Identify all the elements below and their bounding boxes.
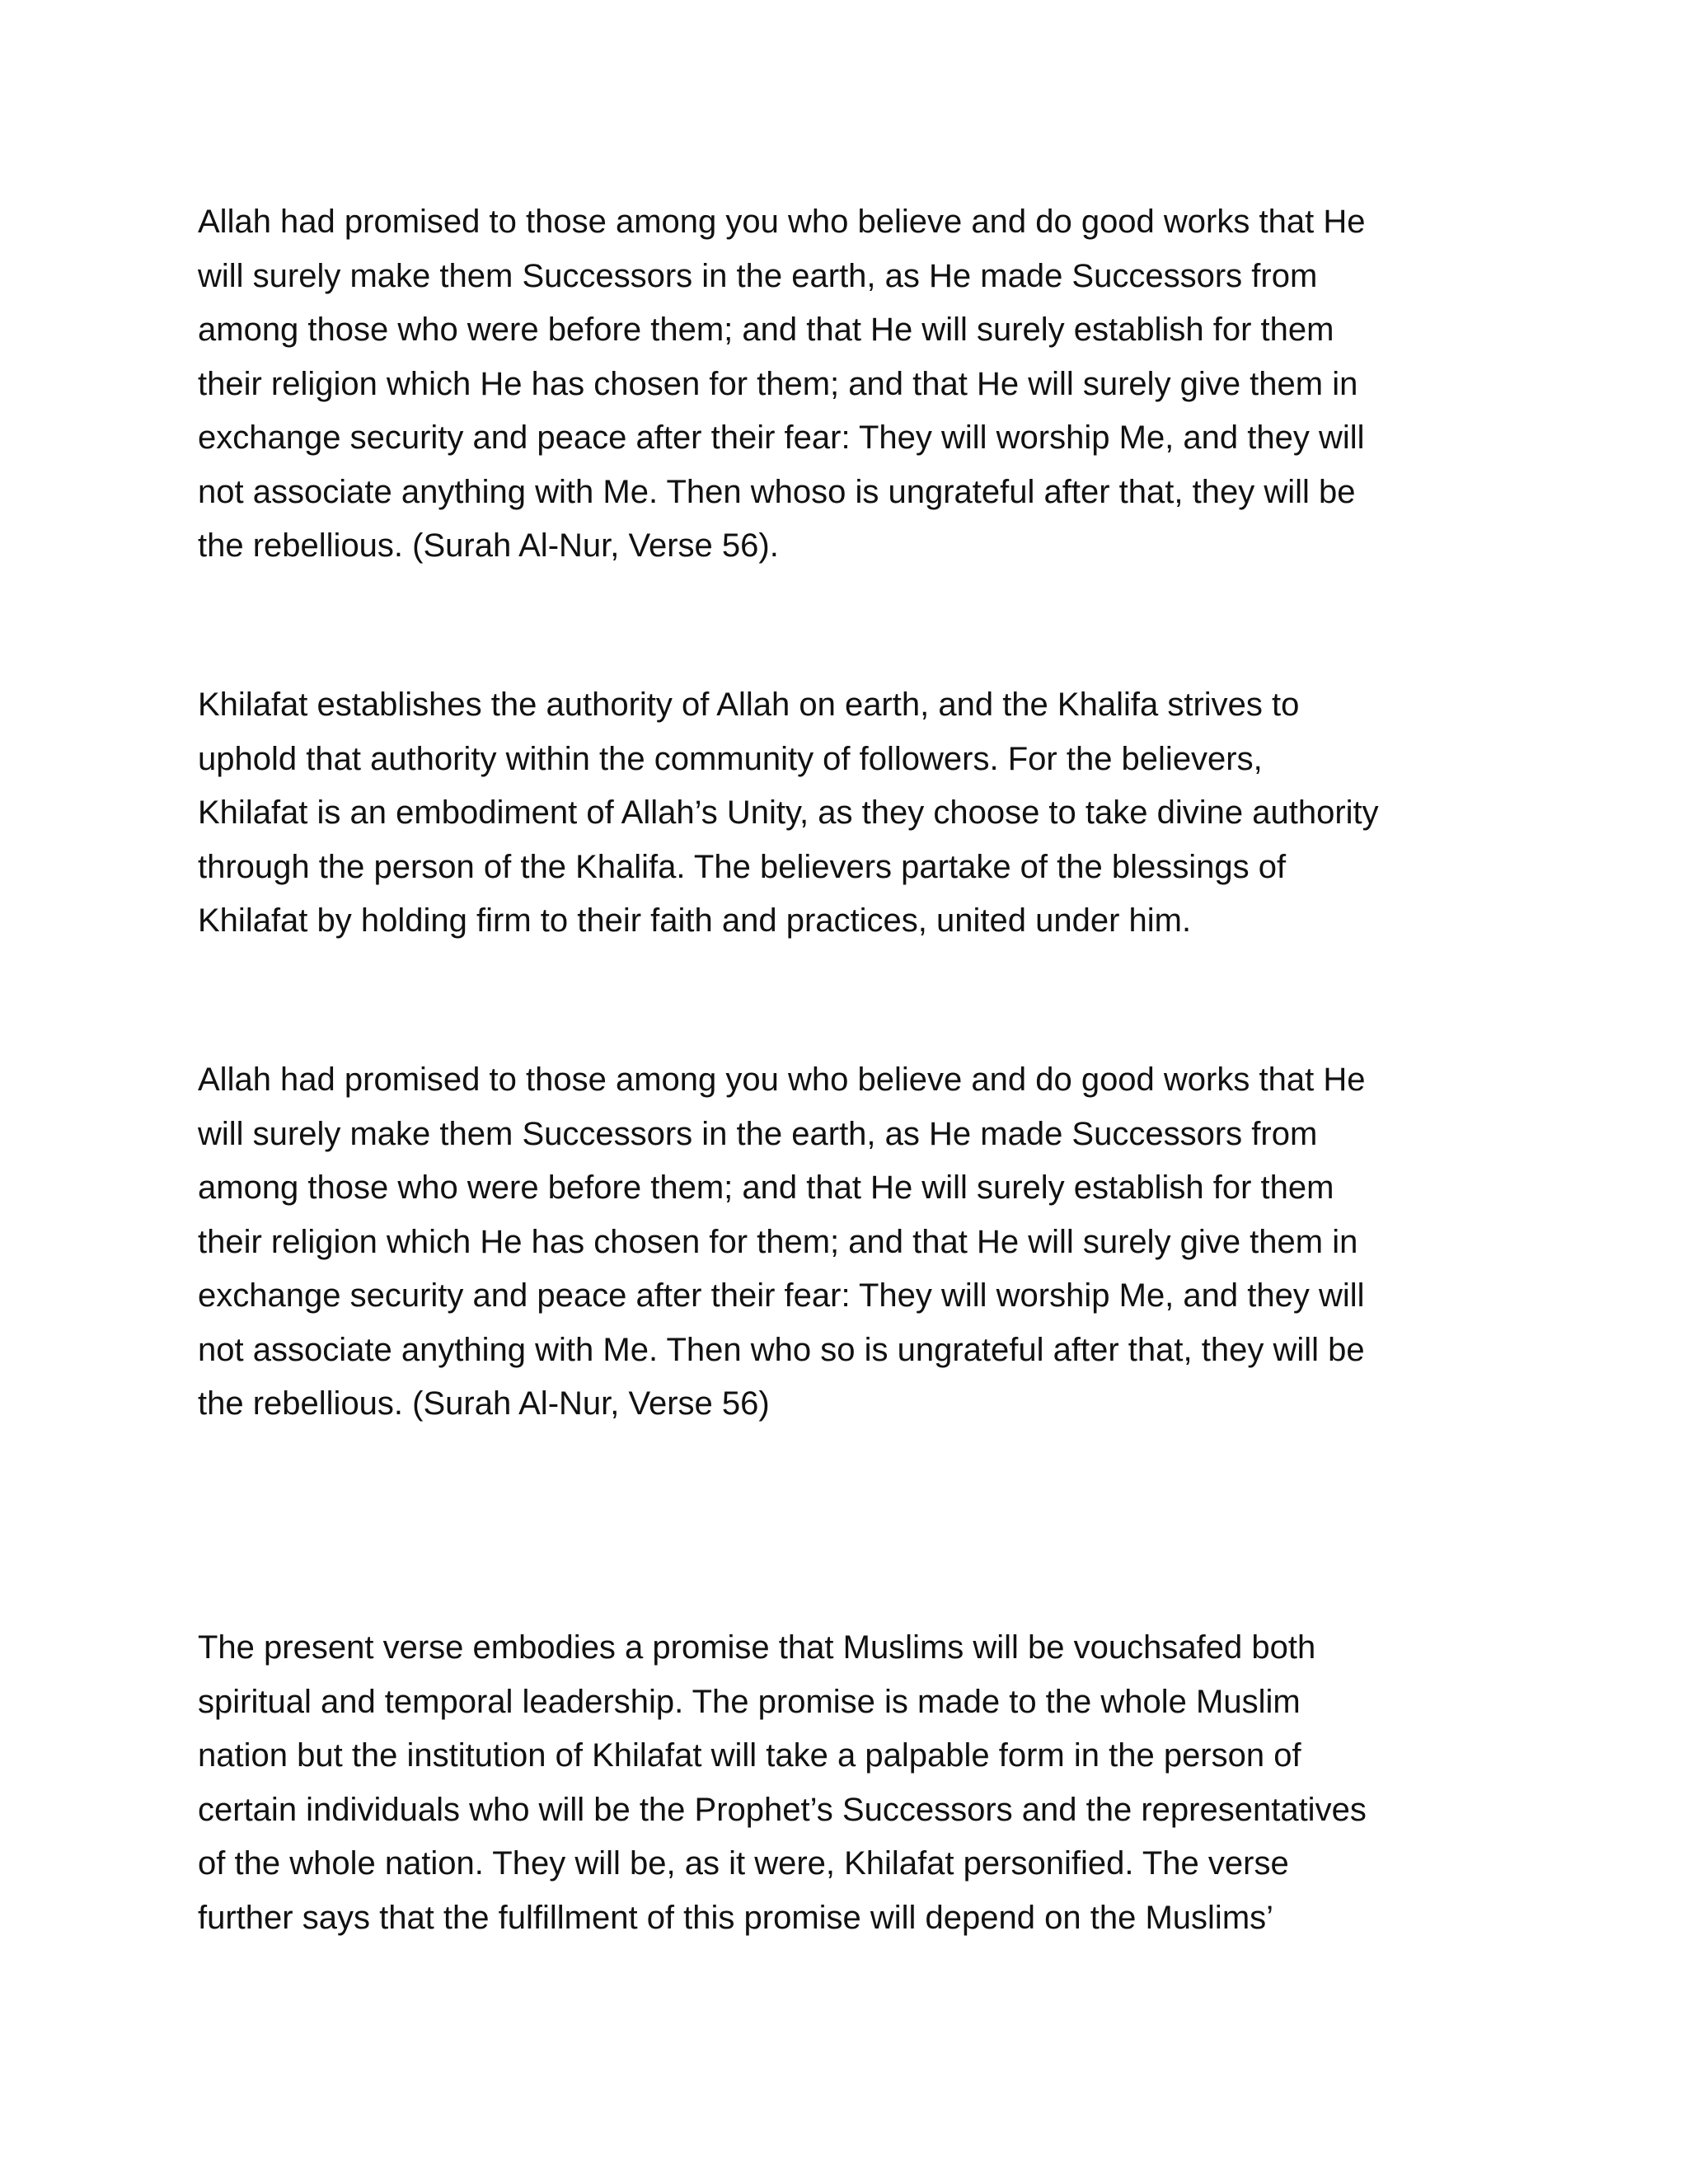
paragraph-verse-commentary bbox=[198, 1621, 1550, 1945]
text-line: spiritual and temporal leadership. The promise is made to the whole Muslim bbox=[198, 1683, 1301, 1720]
text-line: The present verse embodies a promise that Muslims will be vouchsafed both bbox=[198, 1629, 1316, 1666]
text-line: Allah had promised to those among you who believe and do good works that He bbox=[198, 1062, 1366, 1098]
text-line: not associate anything with Me. Then whoso is ungrateful after that, they will be bbox=[198, 473, 1356, 510]
paragraph-khilafat-authority bbox=[198, 678, 1550, 949]
text-line: the rebellious. (Surah Al-Nur, Verse 56). bbox=[198, 527, 779, 564]
text-line: will surely make them Successors in the earth, as He made Successors from bbox=[198, 257, 1318, 294]
text-line: their religion which He has chosen for them; and that He will surely give them in bbox=[198, 365, 1358, 402]
text-line: further says that the fulfillment of this promise will depend on the Muslims’ bbox=[198, 1899, 1274, 1936]
text-line: certain individuals who will be the Prophet’s Successors and the representatives bbox=[198, 1791, 1367, 1828]
paragraph-quran-verse bbox=[198, 195, 1550, 574]
text-line: Allah had promised to those among you who believe and do good works that He bbox=[198, 204, 1366, 240]
text-line: Khilafat by holding firm to their faith and practices, united under him. bbox=[198, 902, 1192, 939]
text-line: through the person of the Khalifa. The believers partake of the blessings of bbox=[198, 848, 1287, 885]
text-line: will surely make them Successors in the earth, as He made Successors from bbox=[198, 1115, 1318, 1152]
paragraph-quran-verse-repeat bbox=[198, 1053, 1550, 1432]
text-line: exchange security and peace after their fear: They will worship Me, and they will bbox=[198, 1277, 1365, 1314]
text-line: Khilafat is an embodiment of Allah’s Unity, as they choose to take divine authority bbox=[198, 794, 1379, 831]
text-line: the rebellious. (Surah Al-Nur, Verse 56) bbox=[198, 1385, 770, 1422]
text-line: uphold that authority within the community of followers. For the believers, bbox=[198, 740, 1263, 777]
text-line: Khilafat establishes the authority of Allah on earth, and the Khalifa strives to bbox=[198, 687, 1300, 723]
text-line: exchange security and peace after their fear: They will worship Me, and they will bbox=[198, 419, 1365, 456]
text-line: nation but the institution of Khilafat will take a palpable form in the person of bbox=[198, 1737, 1301, 1774]
text-line: among those who were before them; and that He will surely establish for them bbox=[198, 312, 1334, 348]
text-line: among those who were before them; and that He will surely establish for them bbox=[198, 1169, 1334, 1206]
text-line: not associate anything with Me. Then who so is ungrateful after that, they will be bbox=[198, 1331, 1365, 1368]
text-line: of the whole nation. They will be, as it were, Khilafat personified. The verse bbox=[198, 1845, 1289, 1882]
text-line: their religion which He has chosen for them; and that He will surely give them in bbox=[198, 1223, 1358, 1260]
